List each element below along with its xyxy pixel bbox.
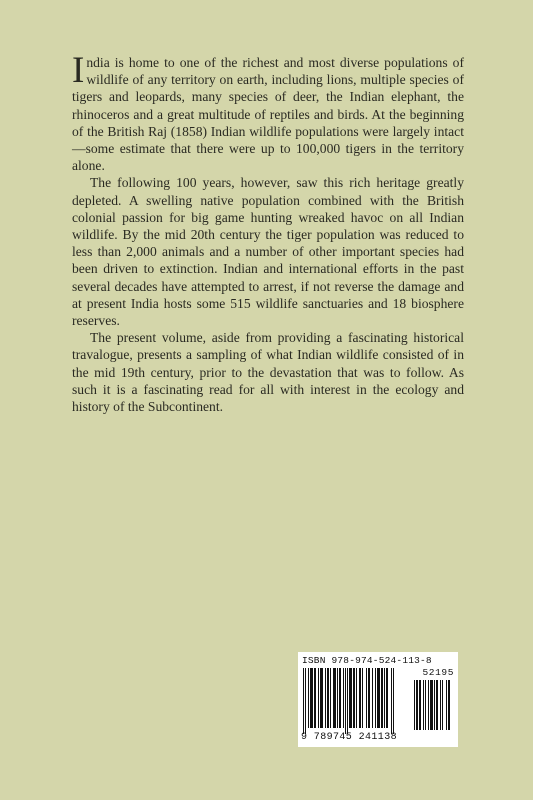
barcode-bar bbox=[359, 668, 361, 728]
barcode-bar bbox=[434, 680, 435, 730]
barcode-bar bbox=[436, 680, 438, 730]
isbn-label: ISBN 978-974-524-113-8 bbox=[302, 655, 432, 666]
isbn-barcode bbox=[298, 652, 458, 747]
barcode-bar bbox=[339, 668, 341, 728]
blurb-text bbox=[72, 50, 464, 415]
barcode-bar bbox=[343, 668, 344, 728]
barcode-bar bbox=[356, 668, 357, 728]
barcode-bar bbox=[349, 668, 352, 728]
drop-cap: I bbox=[72, 50, 85, 91]
barcode-bar bbox=[366, 668, 367, 728]
barcode-bar bbox=[377, 668, 380, 728]
barcode-bar bbox=[333, 668, 336, 728]
barcode-bar bbox=[347, 668, 348, 734]
barcode-bar bbox=[325, 668, 326, 728]
barcode-bar bbox=[308, 668, 309, 728]
barcode-bar bbox=[318, 668, 319, 728]
barcode-bar bbox=[368, 668, 370, 728]
barcode-bar bbox=[393, 668, 394, 734]
barcode-bar bbox=[391, 668, 392, 734]
barcode-bar bbox=[337, 668, 338, 728]
barcode-bar bbox=[428, 680, 429, 730]
barcode-bar bbox=[353, 668, 355, 728]
barcode-bar bbox=[423, 680, 424, 730]
barcode-bar bbox=[414, 680, 415, 730]
blurb-paragraph-2: The following 100 years, however, saw this rich heritage greatly depleted. A swelling native population combined with the British colonial passion for big game hunting wreaked havoc on all Indian wildlife. By the mid 20th century the tiger population was reduced to less than 2,000 animals and a number of other important species had been driven to extinction. Indian and international efforts in the past several decades have attempted to arrest, if not reverse the damage and at present India hosts some 515 wildlife sanctuaries and 18 biosphere reserves. bbox=[72, 175, 464, 329]
barcode-bar bbox=[320, 668, 323, 728]
barcode-bar bbox=[310, 668, 313, 728]
barcode-bar bbox=[314, 668, 316, 728]
barcode-bar bbox=[345, 668, 346, 734]
addon-barcode-bars bbox=[414, 680, 454, 734]
barcode-bar bbox=[303, 668, 304, 734]
barcode-bar bbox=[381, 668, 383, 728]
barcode-bar bbox=[375, 668, 376, 728]
blurb-paragraph-1 bbox=[72, 50, 464, 174]
barcode-bar bbox=[440, 680, 441, 730]
barcode-bar bbox=[362, 668, 363, 728]
barcode-bar bbox=[384, 668, 385, 728]
blurb-paragraph-3: The present volume, aside from providing a fascinating historical travalogue, presents a sampling of what Indian wildlife consisted of in the mid 19th century, prior to the devastation that was to follow. As such it is a fascinating read for all with interest in the ecology and history of the Subcontinent. bbox=[72, 330, 464, 415]
barcode-bar bbox=[416, 680, 418, 730]
barcode-bar bbox=[442, 680, 443, 730]
barcode-bar bbox=[386, 668, 388, 728]
barcode-bar bbox=[430, 680, 433, 730]
barcode-bar bbox=[327, 668, 329, 728]
barcode-bar bbox=[446, 680, 447, 730]
barcode-bar bbox=[305, 668, 306, 734]
barcode-bar bbox=[425, 680, 426, 730]
barcode-bar bbox=[419, 680, 421, 730]
barcode-bar bbox=[372, 668, 373, 728]
blurb-paragraph-1-text: ndia is home to one of the richest and most diverse populations of wildlife of any territory on earth, including lions, multiple species of tigers and leopards, many species of deer, the Indian elephant, the rhinoceros and a great multitude of reptiles and birds. At the beginning of the British Raj (1858) Indian wildlife populations were largely intact—some estimate that there were up to 100,000 tigers in the territory alone. bbox=[72, 55, 464, 174]
barcode-bar bbox=[330, 668, 331, 728]
ean-digits: 9 789745 241138 bbox=[301, 732, 398, 743]
barcode-bar bbox=[448, 680, 450, 730]
ean-barcode-bars bbox=[303, 668, 411, 734]
price-code: 52195 bbox=[422, 667, 454, 678]
